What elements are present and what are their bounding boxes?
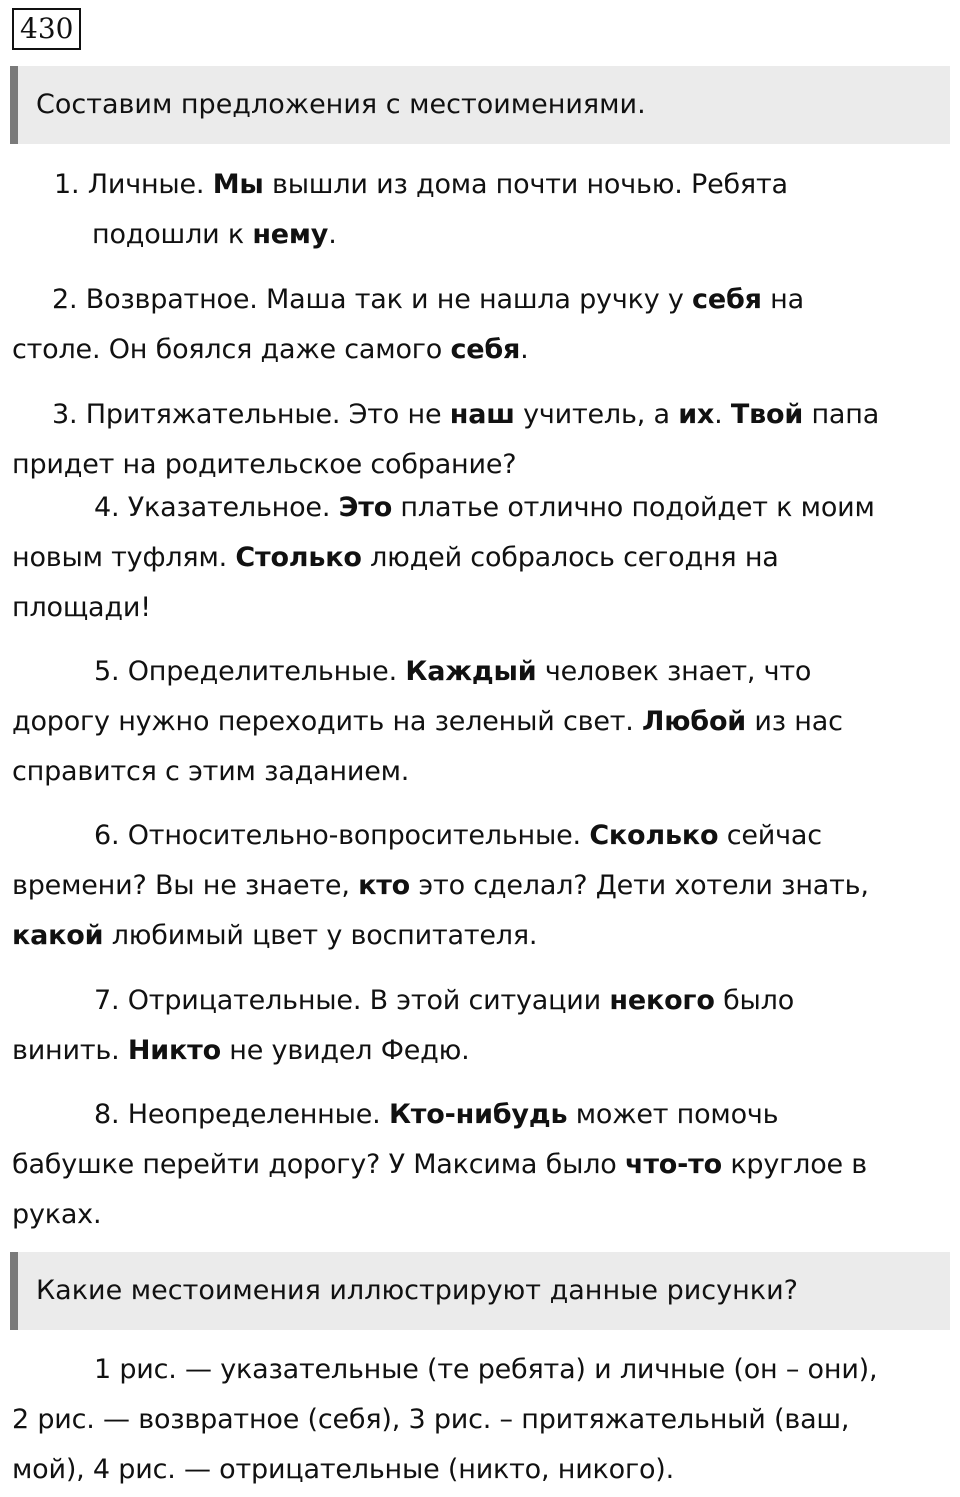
item-indefinite xyxy=(12,1090,952,1240)
section-heading-text: Какие местоимения иллюстрируют данные рисунки? xyxy=(36,1275,798,1306)
pronoun-highlight: что-то xyxy=(624,1149,722,1180)
item-line: 1. Личные. Мы вышли из дома почти ночью. Ребята xyxy=(54,169,788,200)
pronoun-highlight: Столько xyxy=(235,542,362,573)
item-negative xyxy=(12,976,952,1076)
item-line: руках. xyxy=(12,1199,102,1230)
item-line: бабушке перейти дорогу? У Максима было что-то круглое в xyxy=(12,1149,868,1180)
item-line: столе. Он боялся даже самого себя. xyxy=(12,334,529,365)
item-line: 5. Определительные. Каждый человек знает, что xyxy=(94,656,812,687)
pronoun-highlight: кто xyxy=(358,870,411,901)
item-line: площади! xyxy=(12,592,151,623)
item-line: 7. Отрицательные. В этой ситуации некого было xyxy=(94,985,795,1016)
pronoun-highlight: нему xyxy=(252,219,329,250)
item-attributive xyxy=(12,647,952,797)
item-line: 8. Неопределенные. Кто-нибудь может помочь xyxy=(94,1099,779,1130)
pronoun-highlight: себя xyxy=(692,284,762,315)
pronoun-highlight: Сколько xyxy=(589,820,719,851)
pronoun-highlight: Мы xyxy=(212,169,264,200)
pictures-answer xyxy=(12,1345,952,1495)
pronoun-highlight: Никто xyxy=(127,1035,221,1066)
item-relative-interrogative xyxy=(12,811,952,961)
pronoun-highlight: некого xyxy=(609,985,715,1016)
pronoun-highlight: Это xyxy=(338,492,393,523)
item-line: 2. Возвратное. Маша так и не нашла ручку у себя на xyxy=(52,284,804,315)
pronoun-highlight: Кто-нибудь xyxy=(388,1099,568,1130)
item-line: придет на родительское собрание? xyxy=(12,449,517,480)
pronoun-highlight: Любой xyxy=(642,706,747,737)
answer-line: 1 рис. — указательные (те ребята) и личные (он – они), xyxy=(94,1354,878,1385)
item-line: новым туфлям. Столько людей собралось сегодня на xyxy=(12,542,779,573)
task-number: 430 xyxy=(20,12,74,45)
item-possessive xyxy=(12,390,952,490)
item-line: винить. Никто не увидел Федю. xyxy=(12,1035,470,1066)
item-demonstrative xyxy=(12,483,952,633)
item-line: справится с этим заданием. xyxy=(12,756,410,787)
item-personal xyxy=(12,160,952,260)
task-number-box xyxy=(12,8,81,50)
item-reflexive xyxy=(12,275,952,375)
pronoun-highlight: какой xyxy=(12,920,104,951)
item-line: 3. Притяжательные. Это не наш учитель, а их. Твой папа xyxy=(52,399,880,430)
pronoun-highlight: наш xyxy=(449,399,515,430)
item-line: подошли к нему. xyxy=(92,219,337,250)
pronoun-highlight: себя xyxy=(450,334,521,365)
pronoun-highlight: Твой xyxy=(730,399,804,430)
item-line: времени? Вы не знаете, кто это сделал? Дети хотели знать, xyxy=(12,870,869,901)
answer-line: 2 рис. — возвратное (себя), 3 рис. – притяжательный (ваш, xyxy=(12,1404,850,1435)
item-line: дорогу нужно переходить на зеленый свет. Любой из нас xyxy=(12,706,843,737)
section-heading-text: Составим предложения с местоимениями. xyxy=(36,89,646,120)
section-heading-sentences xyxy=(10,66,950,144)
item-line: какой любимый цвет у воспитателя. xyxy=(12,920,538,951)
answer-line: мой), 4 рис. — отрицательные (никто, никого). xyxy=(12,1454,675,1485)
item-line: 6. Относительно-вопросительные. Сколько сейчас xyxy=(94,820,822,851)
section-heading-pictures xyxy=(10,1252,950,1330)
pronoun-highlight: Каждый xyxy=(405,656,537,687)
item-line: 4. Указательное. Это платье отлично подойдет к моим xyxy=(94,492,875,523)
pronoun-highlight: их xyxy=(678,399,715,430)
